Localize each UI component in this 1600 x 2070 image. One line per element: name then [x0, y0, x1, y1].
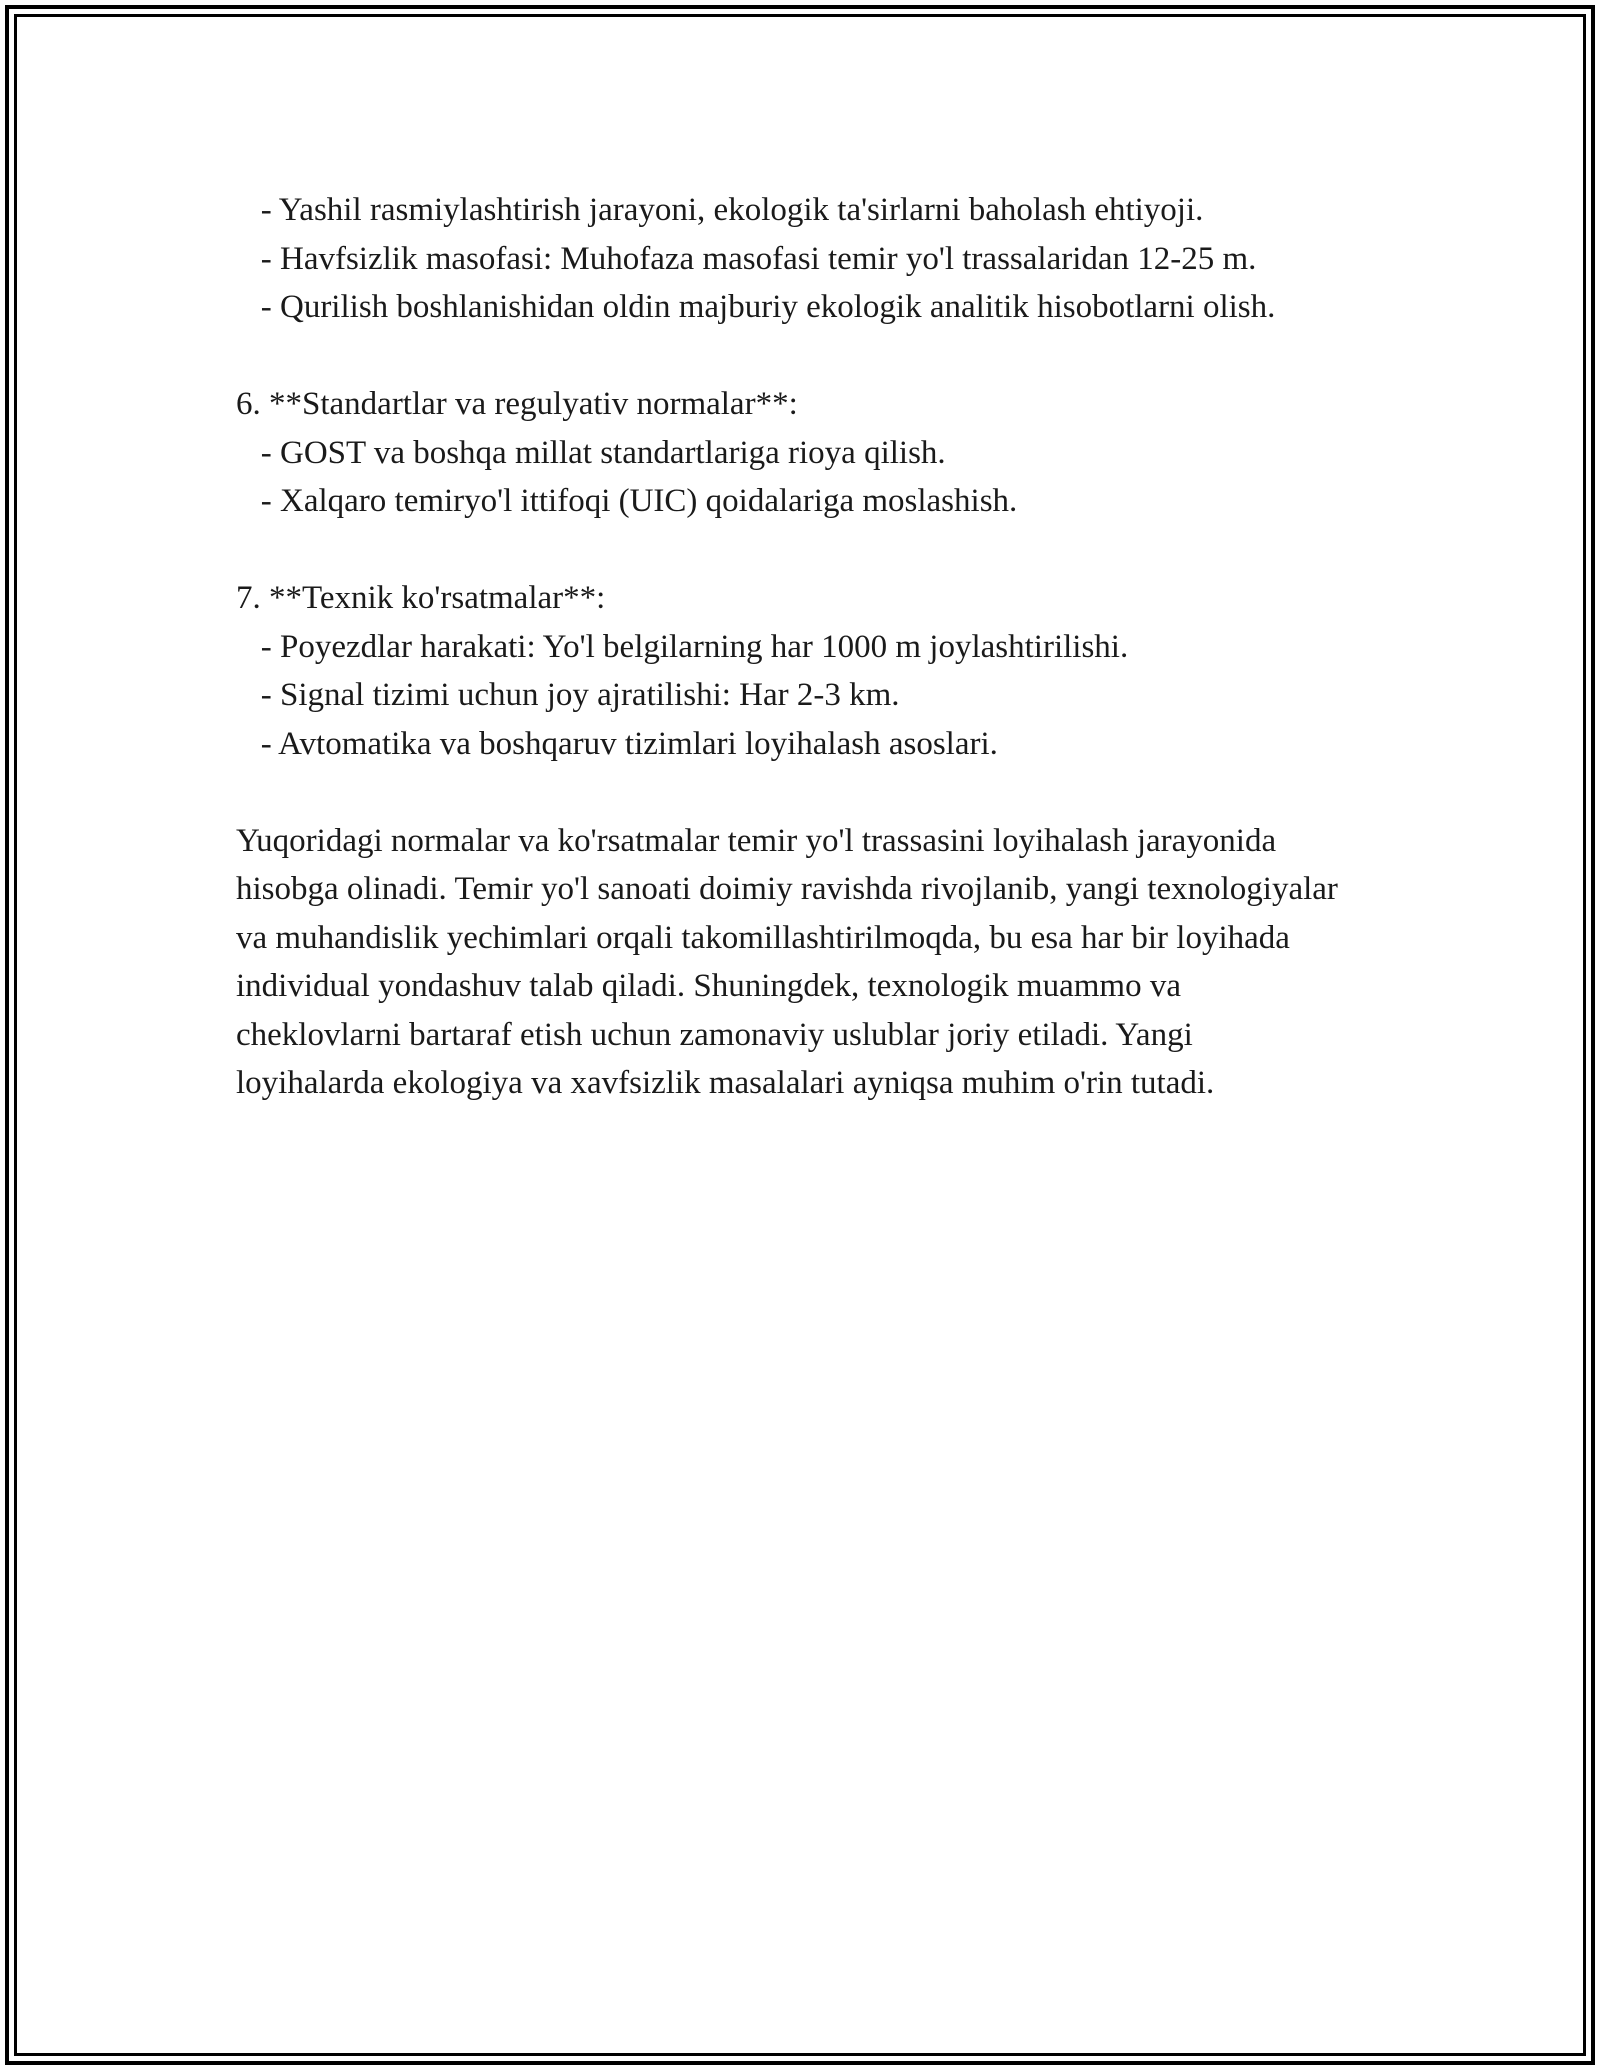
list-item: - GOST va boshqa millat standartlariga rioya qilish. — [236, 434, 946, 471]
conclusion-paragraph: Yuqoridagi normalar va ko'rsatmalar temir yo'l trassasini loyihalash jarayonida hisobga olinadi. Temir yo'l sanoati doimiy ravishda rivojlanib, yangi texnologiyalar va muhandislik yechimlari orqali takomillashtirilmoqda, bu esa har bir loyihada individual yondashuv talab qiladi. Shuningdek, texnologik muammo va cheklovlarni bartaraf etish uchun zamonaviy uslublar joriy etiladi. Yangi loyihalarda ekologiya va xavfsizlik masalalari ayniqsa muhim o'rin tutadi. — [236, 822, 1338, 1101]
list-item: - Signal tizimi uchun joy ajratilishi: Har 2-3 km. — [236, 677, 900, 713]
paragraph-spacer — [236, 526, 1346, 575]
paragraph-spacer — [236, 332, 1346, 381]
section-heading: 6. **Standartlar va regulyativ normalar**: — [236, 386, 798, 422]
section-heading: 7. **Texnik ko'rsatmalar**: — [236, 580, 606, 616]
list-item: - Havfsizlik masofasi: Muhofaza masofasi temir yo'l trassalaridan 12-25 m. — [236, 240, 1257, 277]
list-item: - Avtomatika va boshqaruv tizimlari loyihalash asoslari. — [236, 725, 998, 762]
document-body — [236, 186, 1346, 1108]
paragraph-spacer — [236, 768, 1346, 817]
list-item: - Xalqaro temiryo'l ittifoqi (UIC) qoidalariga moslashish. — [236, 483, 1018, 519]
list-item: - Yashil rasmiylashtirish jarayoni, ekologik ta'sirlarni baholash ehtiyoji. — [236, 192, 1204, 228]
list-item: - Poyezdlar harakati: Yo'l belgilarning har 1000 m joylashtirilishi. — [236, 628, 1129, 665]
list-item: - Qurilish boshlanishidan oldin majburiy ekologik analitik hisobotlarni olish. — [236, 289, 1276, 325]
